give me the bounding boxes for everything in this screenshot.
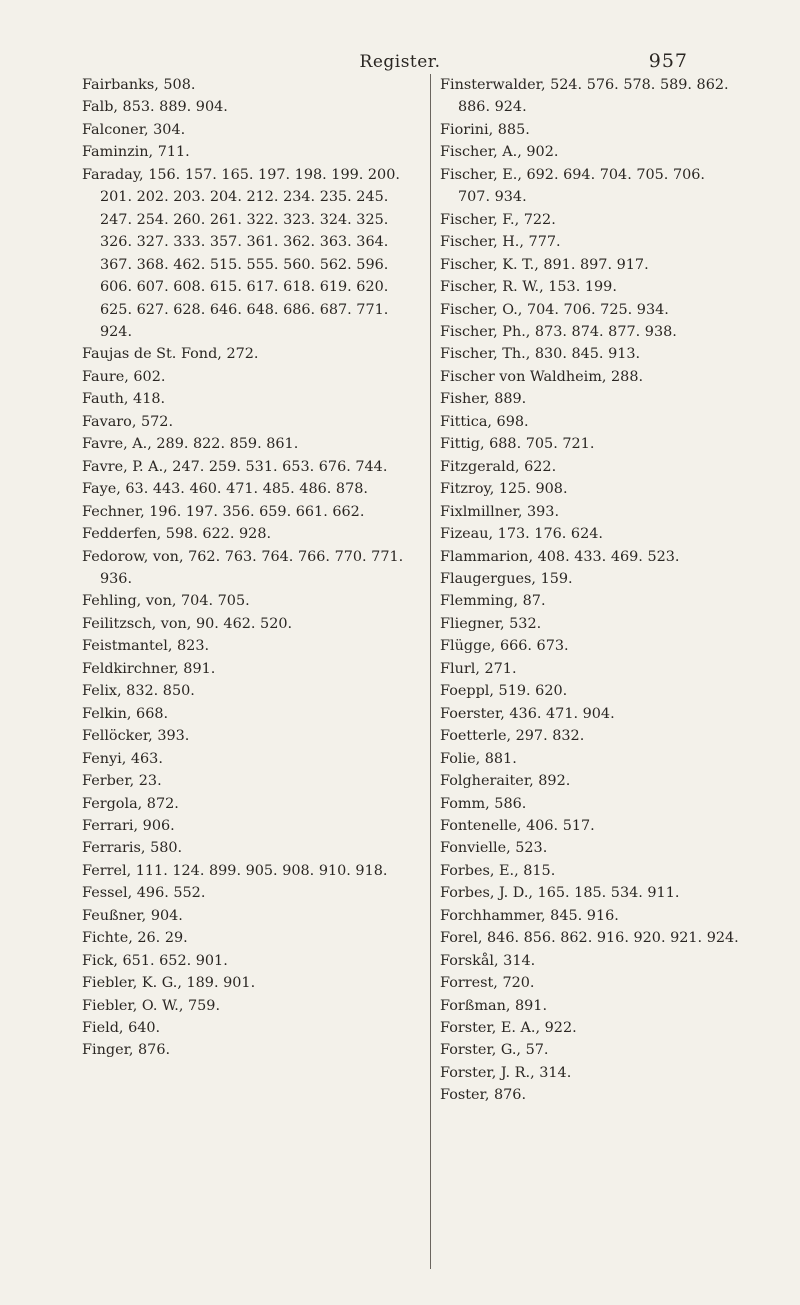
- index-entry: Field, 640.: [82, 1020, 161, 1037]
- index-entry: Feilitzsch, von, 90. 462. 520.: [82, 615, 293, 632]
- index-entry: Favre, P. A., 247. 259. 531. 653. 676. 744.: [82, 458, 388, 475]
- index-entry: Fellöcker, 393.: [82, 728, 190, 745]
- index-entry: Flügge, 666. 673.: [440, 638, 569, 655]
- index-entry: Faure, 602.: [82, 368, 166, 385]
- index-entry: Fischer, E., 692. 694. 704. 705. 706. 707. 934.: [440, 166, 705, 206]
- index-entry: Forßman, 891.: [440, 997, 548, 1014]
- index-entry: Feistmantel, 823.: [82, 638, 210, 655]
- index-entry: Feldkirchner, 891.: [82, 660, 216, 677]
- index-entry: Folgheraiter, 892.: [440, 773, 571, 790]
- index-entry: Foster, 876.: [440, 1087, 527, 1104]
- index-entry: Fischer, Th., 830. 845. 913.: [440, 346, 641, 363]
- index-entry: Ferraris, 580.: [82, 840, 183, 857]
- index-entry: Fenyi, 463.: [82, 750, 163, 767]
- index-entry: Folie, 881.: [440, 750, 517, 767]
- index-entry: Forbes, E., 815.: [440, 862, 556, 879]
- index-entry: Flammarion, 408. 433. 469. 523.: [440, 548, 680, 565]
- index-entry: Feußner, 904.: [82, 907, 183, 924]
- index-column-left: [82, 74, 417, 1062]
- index-entry: Foeppl, 519. 620.: [440, 683, 568, 700]
- index-entry: Fiebler, O. W., 759.: [82, 997, 221, 1014]
- index-entry: Faraday, 156. 157. 165. 197. 198. 199. 200. 201. 202. 203. 204. 212. 234. 235. 245. 247. 254. 260. 261. 322. 323. 324. 325. 326. 327. 333. 357. 361. 362. 363. 364. 367. 368. 462. 515. 555. 560. 562. 596. 606. 607. 608. 615. 617. 618. 619. 620. 625. 627. 628. 646. 648. 686. 687. 771. 924.: [82, 166, 400, 340]
- index-entry: Fischer, F., 722.: [440, 211, 556, 228]
- index-entry: Forster, E. A., 922.: [440, 1020, 577, 1037]
- index-entry: Forrest, 720.: [440, 975, 535, 992]
- index-entry: Faminzin, 711.: [82, 144, 190, 161]
- index-entry: Ferrari, 906.: [82, 817, 175, 834]
- index-entry: Foerster, 436. 471. 904.: [440, 705, 615, 722]
- index-entry: Fischer, A., 902.: [440, 144, 559, 161]
- index-entry: Ferber, 23.: [82, 773, 162, 790]
- index-entry: Felix, 832. 850.: [82, 683, 195, 700]
- index-entry: Flaugergues, 159.: [440, 570, 573, 587]
- index-entry: Forchhammer, 845. 916.: [440, 907, 619, 924]
- index-entry: Fliegner, 532.: [440, 615, 542, 632]
- index-entry: Fomm, 586.: [440, 795, 527, 812]
- index-entry: Fedderfen, 598. 622. 928.: [82, 526, 272, 543]
- index-entry: Fiorini, 885.: [440, 121, 530, 138]
- index-entry: Fichte, 26. 29.: [82, 930, 188, 947]
- index-entry: Fauth, 418.: [82, 391, 166, 408]
- index-entry: Fontenelle, 406. 517.: [440, 817, 595, 834]
- index-entry: Fedorow, von, 762. 763. 764. 766. 770. 771. 936.: [82, 548, 404, 587]
- index-entry: Flurl, 271.: [440, 660, 517, 677]
- index-entry: Finger, 876.: [82, 1042, 171, 1059]
- index-entry: Fergola, 872.: [82, 795, 179, 812]
- index-entry: Fitzroy, 125. 908.: [440, 481, 568, 498]
- index-entry: Finsterwalder, 524. 576. 578. 589. 862. 886. 924.: [440, 77, 729, 116]
- index-entry: Fittig, 688. 705. 721.: [440, 436, 595, 453]
- index-entry: Favaro, 572.: [82, 413, 174, 430]
- index-entry: Faye, 63. 443. 460. 471. 485. 486. 878.: [82, 481, 368, 498]
- index-entry: Fizeau, 173. 176. 624.: [440, 526, 603, 543]
- index-entry: Fiebler, K. G., 189. 901.: [82, 975, 256, 992]
- index-entry: Forster, G., 57.: [440, 1042, 549, 1059]
- index-entry: Fischer, K. T., 891. 897. 917.: [440, 256, 649, 273]
- index-entry: Fessel, 496. 552.: [82, 885, 206, 902]
- index-entry: Felkin, 668.: [82, 705, 169, 722]
- index-entry: Fisher, 889.: [440, 391, 527, 408]
- index-entry: Falconer, 304.: [82, 121, 186, 138]
- index-entry: Fairbanks, 508.: [82, 77, 196, 93]
- index-entry: Forel, 846. 856. 862. 916. 920. 921. 924.: [440, 930, 739, 947]
- index-entry: Fischer, Ph., 873. 874. 877. 938.: [440, 323, 677, 340]
- index-entry: Faujas de St. Fond, 272.: [82, 346, 259, 363]
- index-entry: Fehling, von, 704. 705.: [82, 593, 250, 610]
- index-entry: Fischer, R. W., 153. 199.: [440, 279, 617, 296]
- column-divider: [430, 74, 431, 1269]
- index-entry: Fischer, O., 704. 706. 725. 934.: [440, 301, 669, 318]
- index-entry: Forskål, 314.: [440, 952, 536, 969]
- index-entry: Forbes, J. D., 165. 185. 534. 911.: [440, 885, 680, 902]
- page-number: 957: [648, 50, 688, 72]
- index-entry: Fonvielle, 523.: [440, 840, 548, 857]
- index-entry: Ferrel, 111. 124. 899. 905. 908. 910. 918.: [82, 862, 388, 879]
- index-column-right: [440, 74, 740, 1107]
- index-entry: Fick, 651. 652. 901.: [82, 952, 228, 969]
- index-entry: Fixlmillner, 393.: [440, 503, 560, 520]
- index-entry: Forster, J. R., 314.: [440, 1064, 572, 1081]
- index-entry: Falb, 853. 889. 904.: [82, 99, 228, 116]
- index-entry: Fischer von Waldheim, 288.: [440, 368, 644, 385]
- index-entry: Fittica, 698.: [440, 413, 529, 430]
- index-entry: Flemming, 87.: [440, 593, 546, 610]
- index-entry: Fischer, H., 777.: [440, 234, 561, 251]
- index-entry: Foetterle, 297. 832.: [440, 728, 585, 745]
- index-entry: Fechner, 196. 197. 356. 659. 661. 662.: [82, 503, 365, 520]
- index-entry: Favre, A., 289. 822. 859. 861.: [82, 436, 299, 453]
- index-entry: Fitzgerald, 622.: [440, 458, 557, 475]
- running-header: Register.: [359, 52, 441, 72]
